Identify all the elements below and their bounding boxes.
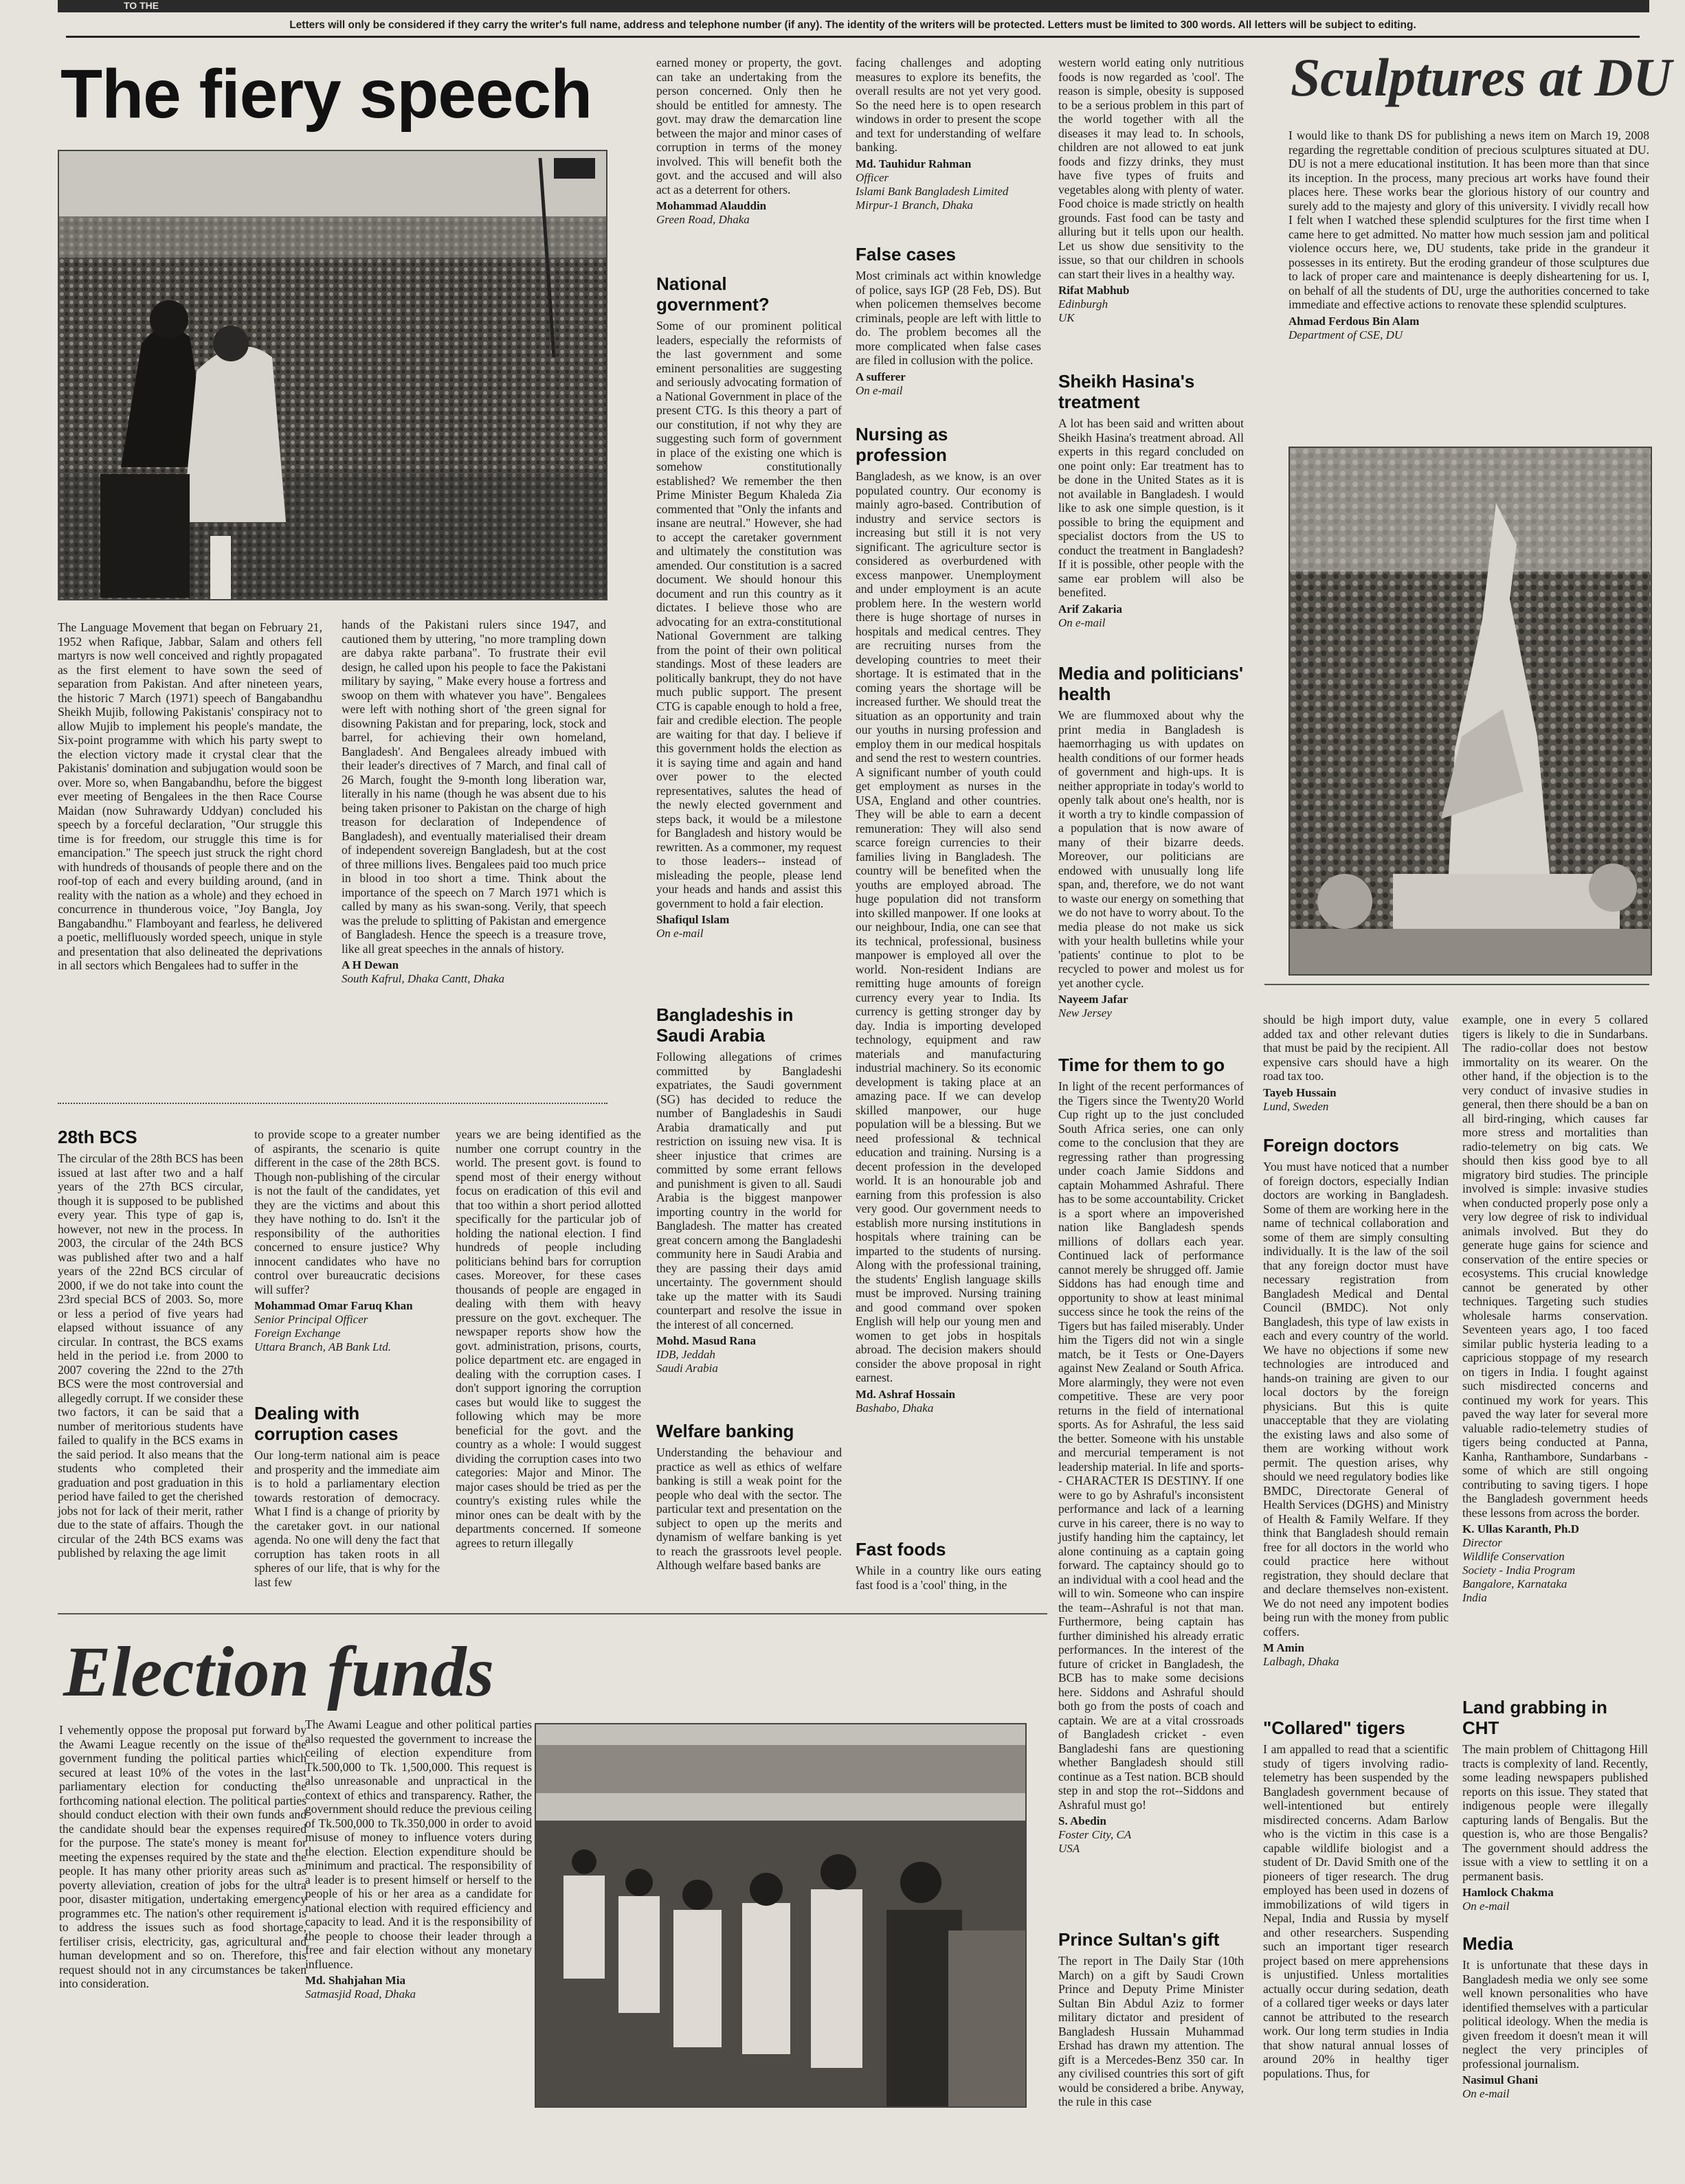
corruption-headline: Dealing with corruption cases	[254, 1403, 399, 1444]
tigers-time-location-1: Foster City, CA	[1058, 1828, 1132, 1841]
bcs-headline: 28th BCS	[58, 1127, 137, 1147]
cht-article	[1462, 1697, 1648, 1913]
sultan-headline: Prince Sultan's gift	[1058, 1929, 1220, 1950]
bcs-location-3: Uttara Branch, AB Bank Ltd.	[254, 1340, 391, 1353]
fiery-col2	[342, 618, 606, 986]
welfare-article-col1	[656, 1421, 842, 1573]
election-signature: Md. Shahjahan Mia	[305, 1974, 405, 1987]
bcs-col2-text: to provide scope to a greater number of aspirants, the scenario is quite different in the case of the 28th BCS. Though non-publishing of the circular is not the fault of the candidates, yet they are the victims and about this they have nothing to do. Isn't it the responsibility of the authorities concerned to ensure justice? Why innocent candidates who have no control over bureaucratic decisions will suffer?	[254, 1127, 440, 1296]
letters-notice: Letters will only be considered if they carry the writer's full name, address and telephone number (if any). The identity of the writers will be protected. Letters must be limited to 300 words. All letters will be subject to editing.	[66, 15, 1640, 38]
fastfood-signature: Rifat Mabhub	[1058, 284, 1130, 297]
welfare-location-2: Islami Bank Bangladesh Limited	[856, 184, 1009, 198]
corruption-col1-text: Our long-term national aim is peace and prosperity and the immediate aim is to hold a parliamentary election towards restoration of democracy. What I find is a change of priority by the caretaker govt. in our national agenda. No one will deny the fact that corruption has taken roots in all spheres of our life, that is why for the last few	[254, 1448, 440, 1589]
sultan-article-col2	[1263, 1013, 1449, 1114]
saudi-location-1: IDB, Jeddah	[656, 1348, 715, 1361]
saudi-location-2: Saudi Arabia	[656, 1362, 718, 1375]
bcs-signature: Mohammad Omar Faruq Khan	[254, 1299, 413, 1312]
masthead-fragment: TO THE	[124, 0, 159, 11]
du-text: I would like to thank DS for publishing a news item on March 19, 2008 regarding the regrettable condition of precious sculptures situated at DU. DU is not a mere educational institution. It has been more than that since its inception. In the process, many precious art works have found their places here. These works bear the glorious history of our country and surely add to the majesty and glory of this university. I vividly recall how I felt when I watched these splendid sculptures for the first time when I came here to get admitted. No matter how much session jam and political violence occurs here, we, DU students, take pride in the grandeur it possesses in its entirety. But the eroding grandeur of those sculptures due to lack of proper care and maintenance is deeply disheartening for us. I, on behalf of all the students of DU, urge the authorities concerned to take immediate and effective actions to renovate these splendid sculptures.	[1288, 128, 1649, 311]
collared-location-1: Director	[1462, 1536, 1502, 1549]
media-text: It is unfortunate that these days in Bangladesh media we only see some well known personalities who have identified themselves with a particular political ideology. When the media is given freedom it doesn't mean it will neglect the very principles of professional journalism.	[1462, 1958, 1648, 2071]
collared-text: I am appalled to read that a scientific study of tigers involving radio-telemetry has been suspended by the Bangladesh government because of well-intentioned but entirely misdirected concerns. Adam Barlow who is the victim in this case is a capable wildlife biologist and a student of Dr. David Smith one of the pioneers of tiger research. The drug employed has been used in dozens of immobilizations of wild tigers in Nepal, India and Russia by myself and other researchers. Suspending such an important tiger research project based on mere apprehensions is unjustified. Unless mortalities actually occur during sedation, death of a collared tiger weeks or days later cannot be attributed to the research work. Our long term studies in India that show natural annual losses of around 20% in healthy tiger populations. Thus, for	[1263, 1742, 1449, 2080]
fiery-headline: The fiery speech	[60, 56, 592, 133]
collared-article-col1	[1263, 1718, 1449, 2080]
mediapol-signature: Nayeem Jafar	[1058, 993, 1128, 1006]
media-signature: Nasimul Ghani	[1462, 2073, 1539, 2086]
mediapol-text: We are flummoxed about why the print media in Bangladesh is haemorrhaging us with updates on health conditions of our former heads of government and high-ups. It is neither appropriate in today's world to openly talk about one's health, nor is it worth a try to kindle compassion of a population that is now aware of many of their bizarre deeds. Moreover, our politicians are endowed with unusually long life span, and, therefore, we do not want to waste our energy on something that we do not have to worry about. To the media please do not make us sick with your health bulletins while your 'patients' continue to plot to be recycled to power and molest us for yet another cycle.	[1058, 708, 1244, 990]
hasina-headline: Sheikh Hasina's treatment	[1058, 371, 1195, 412]
welfare-location-3: Mirpur-1 Branch, Dhaka	[856, 198, 974, 212]
saudi-article	[656, 1004, 842, 1375]
election-location: Satmasjid Road, Dhaka	[305, 1988, 416, 2001]
divider-solid-right	[1264, 984, 1649, 985]
masthead-bar	[58, 0, 1649, 12]
corruption-article-col1	[254, 1403, 440, 1589]
media-article	[1462, 1933, 1648, 2101]
collared-location-5: India	[1462, 1591, 1487, 1604]
mediapol-article	[1058, 663, 1244, 1020]
election-col2-text: The Awami League and other political parties also requested the government to increase the ceiling of election expenditure from Tk.500,000 to Tk. 1,500,000. This request is also unreasonable and unpractical in the context of ethics and transparency. Rather, the government should reduce the previous ceiling of Tk.500,000 to Tk.350,000 in order to avoid misuse of money to influence voters during the election. Election expenditure should be minimum and practical. The responsibility of a leader is to present himself or herself to the people of his or her area as a candidate for national election with required efficiency and capacity to lead. And it is the responsibility of the people to choose their leader through a free and fair election without any monetary influence.	[305, 1718, 532, 1971]
fastfood-article-col2	[1058, 56, 1244, 325]
saudi-signature: Mohd. Masud Rana	[656, 1334, 757, 1347]
fiery-col2-text: hands of the Pakistani rulers since 1947, and cautioned them by uttering, "no more trampling down are dabya rakte parbana". To frustrate their evil design, he called upon his people to face the Pakistani military by saying, " Make every house a fortress and swoop on them with whatever you have". Bengalees were left with nothing short of 'the green signal for disowning Pakistan and for preparing, lock, stock and barrel, for achieving their own homeland, Bangladesh'. And Bengalees already imbued with their leader's directives of 7 March, and final call of 26 March, fought the 9-month long liberation war, literally in his name (though he was absent due to his being taken prisoner to Pakistan on the charge of high treason for declaration of Independence of Bangladesh), and eventually materialised their dream of independent sovereign Bangladesh, but at the cost of three millions lives. Bengalees paid too much price in blood in too short a time. Think about the importance of the speech on 7 March 1971 which is called by many as his swan-song. Verily, that speech was the prelude to splitting of Pakistan and emergence of Bangladesh. Hence the speech is a treasure trove, like all great speeches in the annals of history.	[342, 618, 606, 956]
nursing-article	[856, 424, 1041, 1415]
cht-location: On e-mail	[1462, 1900, 1510, 1913]
corruption-col2: years we are being identified as the number one corrupt country in the world. The present govt. is found to spend most of their energy without focus on eradication of this evil and that too within a short period allotted specifically for the particular job of holding the national election. I find hundreds of people including politicians behind bars for corruption cases. Moreover, for these cases thousands of people are engaged in dealing with them with heavy pressure on the govt. exchequer. The newspaper reports show how the govt. administration, prisons, courts, police department etc. are engaged in dealing with the corruption cases. I don't support ignoring the corruption cases but would like to suggest the following which may be more beneficial for the govt. and the country as a whole: I would suggest dividing the corruption cases into two categories: Major and Minor. The major cases should be tried as per the country's existing rules while the minor ones can be dealt with by the departments concerned. If someone agrees to return illegally	[456, 1127, 641, 1550]
welfare-signature: Md. Tauhidur Rahman	[856, 157, 972, 170]
mediapol-location: New Jersey	[1058, 1006, 1112, 1020]
du-headline: Sculptures at DU	[1291, 47, 1672, 107]
natgov-headline: National government?	[656, 273, 770, 315]
foreign-doctors-article	[1263, 1135, 1449, 1669]
voters-queue-photo-art	[536, 1724, 1025, 2106]
bcs-article-col1	[58, 1127, 243, 1560]
tigers-time-headline: Time for them to go	[1058, 1055, 1225, 1075]
welfare-text2: facing challenges and adopting measures to explore its benefits, the overall results are not yet very good. So the need here is to open research windows in order to present the scope and text for understanding of welfare banking.	[856, 56, 1041, 154]
divider-dotted-1	[58, 1103, 607, 1104]
tigers-time-article	[1058, 1055, 1244, 1856]
collared-location-2: Wildlife Conservation	[1462, 1550, 1565, 1563]
nursing-location: Bashabo, Dhaka	[856, 1401, 934, 1415]
fastfood-article-col1	[856, 1539, 1041, 1592]
election-headline: Election funds	[63, 1632, 494, 1711]
bcs-location-2: Foreign Exchange	[254, 1327, 341, 1340]
fastfood-headline: Fast foods	[856, 1539, 946, 1560]
saudi-text: Following allegations of crimes committed by Bangladeshi expatriates, the Saudi government (SG) has decided to reduce the number of Bangladeshis in Saudi Arabia dramatically and put restriction on issuing new visa. It is sheer injustice that crimes are committed by some errant fellows and punishment is given to all. Saudi Arabia is the biggest manpower importing country in the world for Bangladesh. The matter has created great concern among the Bangladeshi community here in Saudi Arabia and they are passing their days amid uncertainty. The government should take up the matter with its Saudi counterpart and resolve the issue in the interest of all concerned.	[656, 1050, 842, 1331]
corruption-col3-text: earned money or property, the govt. can take an undertaking from the person concerned. Only then he should be entitled for amnesty. The govt. may draw the demarcation line between the major and minor cases of corruption in terms of the money involved. This will benefit both the govt. and the accused and will also act as a deterrent for others.	[656, 56, 842, 196]
natgov-article	[656, 273, 842, 941]
falsecases-article	[856, 244, 1041, 398]
natgov-signature: Shafiqul Islam	[656, 913, 730, 926]
rally-photo-art	[59, 151, 606, 599]
foreign-doctors-text: You must have noticed that a number of foreign doctors, especially Indian doctors are working in Bangladesh. Some of them are working here in the name of technical collaboration and some of them are simply consulting individually. It is the law of the soil that any foreign doctor must have necessary registration from Bangladesh Medical and Dental Council (BMDC). Not only Bangladesh, this type of law exists in each and every country of the world. We have no objections if some new technologies are introduced and hands-on training are given to our local doctors by the foreign physicians. But this is quite unacceptable that they are violating the existing laws and also some of them are working without work permit. The question arises, why should we need regulatory bodies like BMDC, Directorate General of Health Services (DGHS) and Ministry of Health & Family Welfare. If they think that Bangladesh should remain free for all doctors in the world who could practice here without registration, they should declare that and declare themselves non-existent. We do not need any impotent bodies being run with the money from public coffers.	[1263, 1160, 1449, 1639]
mediapol-headline: Media and politicians' health	[1058, 663, 1244, 704]
collared-text2: example, one in every 5 collared tigers is likely to die in Sundarbans. The radio-collar does not bestow immortality on its wearer. On the other hand, if the objection is to the very conduct of invasive studies in general, then there should be a ban on all bird-ringing, which causes far more stress and mortalities than radio-telemetry on big cats. We should then kiss good bye to all migratory bird studies. The principle involved is simple: invasive studies when conducted properly pose only a very low degree of risk to individual animals involved. But they do generate huge gains for science and conservation of the entire species or ecosystems. This crucial knowledge cannot be generated by other techniques. Targeting such studies wholesale harms conservation. Seventeen years ago, I too faced similar public hysteria leading to a capricious stoppage of my research on tigers in India. I fought against such misdirected concerns and continued my work for years. This paved the way later for several more valuable radio-telemetry studies of tigers being conducted at Panna, Kanha, Ranthambore, Sundarbans - some of which are still ongoing contributing to saving tigers. I hope the Bangladesh government heeds these lessons from across the border.	[1462, 1013, 1648, 1520]
sultan-article-col1	[1058, 1929, 1244, 2109]
falsecases-text: Most criminals act within knowledge of police, says IGP (28 Feb, DS). But when policemen themselves become criminals, people are left with little to do. The problem becomes all the more complicated when false cases are filed in collusion with the police.	[856, 269, 1041, 367]
collared-location-4: Bangalore, Karnataka	[1462, 1577, 1567, 1590]
hasina-text: A lot has been said and written about Sheikh Hasina's treatment abroad. All experts in this regard concluded on one point only: Ear treatment has to be done in the United States as it is not available in Bangladesh. I would like to ask one simple question, is it possible to bring the equipment and specialist doctors from the US to conduct the treatment in Bangladesh? If it is possible, other people with the same ear problem will also be benefited.	[1058, 416, 1244, 599]
fastfood-text: While in a country like ours eating fast food is a 'cool' thing, in the	[856, 1564, 1041, 1592]
fiery-col1: The Language Movement that began on February 21, 1952 when Rafique, Jabbar, Salam and others fell martyrs is now well conceived and rightly propagated as the first element to have sown the seed of separation from Pakistan. And after nineteen years, the historic 7 March (1971) speech of Bangabandhu Sheikh Mujib, following Pakistanis' conspiracy not to allow Mujib to implement his people's mandate, the Six-point programme with which his party swept to the election victory made it crystal clear that the Pakistanis' domination and subjugation would soon be over. More so, when Bangabandhu, before the biggest ever meeting of Bengalees in the then Race Course Maidan (now Suhrawardy Uddyan) concluded his speech by a forceful declaration, "Our struggle this time is for freedom, our struggle this time is for emancipation." The speech just struck the right chord with hundreds of thousands of people there and on the roof-top of each and every building around, (and in reality with the nation as a whole) and they echoed in concurrence in thunderous voice, "Joy Bangla, Joy Bangabandhu." Flamboyant and fearless, he delivered a poetic, mellifluously worded speech, unique in style and presentation that also delineated the deprivations in all sectors which Bengalees had to suffer in the	[58, 620, 322, 972]
collared-signature: K. Ullas Karanth, Ph.D	[1462, 1522, 1580, 1535]
bcs-article-col2	[254, 1127, 440, 1354]
election-article-col2	[305, 1718, 532, 2001]
cht-headline: Land grabbing in CHT	[1462, 1697, 1607, 1738]
welfare-location-1: Officer	[856, 170, 889, 184]
du-location: Department of CSE, DU	[1288, 328, 1403, 341]
fiery-location: South Kafrul, Dhaka Cantt, Dhaka	[342, 972, 505, 985]
saudi-headline: Bangladeshis in Saudi Arabia	[656, 1004, 794, 1046]
tigers-time-location-2: USA	[1058, 1842, 1080, 1855]
sculpture-photo-art	[1290, 448, 1651, 974]
corruption-location: Green Road, Dhaka	[656, 213, 750, 226]
rally-photo	[58, 150, 607, 600]
nursing-text: Bangladesh, as we know, is an over populated country. Our economy is mainly agro-based. Contribution of industry and service sectors is increasing but still it is not very significant. The agriculture sector is considered as overburdened with excess manpower. Unemployment and under employment is an acute problem here. In the western world there is huge shortage of nurses in hospitals and medical centres. They are recruiting nurses from the developing countries to meet their shortage. It is estimated that in the coming years the shortage will be increased further. We should treat the situation as an opportunity and train our youths in nursing profession and employ them in our medical hospitals and send the rest to western countries. A significant number of youth could get employment as nurses in the USA, England and other countries. They will be able to earn a decent remuneration: They will also send scarce foreign currencies to their families living in Bangladesh. The country will be benefited when the youths are employed abroad. The huge population did not transform into skilled manpower. If one looks at our neighbour, India, one can see that its technical, professional, business manpower is employed all over the world. Non-resident Indians are remitting huge amounts of foreign currency every year to India. Its currency is getting stronger day by day. India is importing developed technology, equipment and raw materials and manufacturing industrial machinery. So its economic development is taking place at an amazing pace. If we can develop skilled manpower, our huge population will be a blessing. But we need professional & technical education and training. Nursing is a decent profession in the developed world. It is an honourable job and earning from this profession is also very good. Our government needs to establish more nursing institutions in hospitals where training can be imparted to the students of nursing. Along with the professional training, the students' English language skills must be improved. Nursing training and good command over spoken English will help our young men and women to get jobs in hospitals abroad. The decision makers should consider the above proposal in right earnest.	[856, 469, 1041, 1384]
sultan-signature: Tayeb Hussain	[1263, 1085, 1337, 1099]
nursing-headline: Nursing as profession	[856, 424, 948, 465]
hasina-location: On e-mail	[1058, 616, 1106, 629]
cht-signature: Hamlock Chakma	[1462, 1886, 1554, 1899]
falsecases-headline: False cases	[856, 244, 957, 264]
natgov-location: On e-mail	[656, 927, 704, 940]
cht-text: The main problem of Chittagong Hill tracts is complexity of land. Recently, some leading newspapers published reports on this issue. They stated that indigenous people were illegally capturing lands of Bengalis. But the question is, who are those Bengalis? The government should address the issue with a view to settling it on a permanent basis.	[1462, 1742, 1648, 1883]
fiery-signature: A H Dewan	[342, 958, 399, 971]
welfare-headline: Welfare banking	[656, 1421, 794, 1441]
bcs-location-1: Senior Principal Officer	[254, 1313, 368, 1326]
tigers-time-signature: S. Abedin	[1058, 1814, 1106, 1827]
bcs-col1-text: The circular of the 28th BCS has been issued at last after two and a half years of the 27th BCS circular, though it is supposed to be published every year. This type of gap is, however, not new in the process. In 2003, the circular of the 24th BCS was published after two and a half years of the 22nd BCS circular of 2000, if we do not take into count the 23rd special BCS of 2003. So, more or less a period of five years had elapsed without issuance of any circular. In contrast, the BCS exams held in the period i.e. from 2000 to 2007 covering the 22nd to the 27th BCS were the most controversial and allegedly corrupt. If we consider these two factors, it can be said that a number of meritorious students have failed to qualify in the BCS exams in the said period. It also means that the students who completed their graduation and post graduation in this period have failed to get the cherished jobs not for lack of their merit, rather due to the state of affairs. Though the circular of the 24th BCS exams was published by relaxing the age limit	[58, 1151, 243, 1560]
corruption-signature: Mohammad Alauddin	[656, 199, 767, 212]
foreign-doctors-signature: M Amin	[1263, 1641, 1304, 1654]
collared-headline: "Collared" tigers	[1263, 1718, 1405, 1738]
corruption-article-col3	[656, 56, 842, 227]
hasina-article	[1058, 371, 1244, 630]
tigers-time-text: In light of the recent performances of the Tigers since the Twenty20 World Cup right up to the just concluded South Africa series, one can only come to the conclusion that they are regressing rather than progressing under coach Jamie Siddons and captain Mohammed Ashraful. There has to be some accountability. Cricket is a sport where an impoverished nation like Bangladesh spends millions of dollars each year. Continued lack of performance cannot merely be shrugged off. Jamie Siddons has had enough time and opportunity to show at least minimal success since he took the reins of the Tigers but has failed miserably. Under him the Tigers did not win a single match, be it Tests or One-Dayers against New Zealand or South Africa. More alarmingly, they were not even competitive. These are very poor returns in the field of international sports. As for Ashraful, the less said the better. Someone with his unstable and mercurial temperament is not leadership material. In life and sports-- CHARACTER IS DESTINY. If one were to go by Ashraful's inconsistent performance and lack of a learning curve in his career, there is no way to justify handing him the captaincy, let alone continuing as a captain going forward. The captaincy should go to an individual with a cool head and the will to win. Someone who can inspire the team--Ashraful is not that man. Furthermore, being captain has further diminished his already erratic performances. In the interest of the future of cricket in Bangladesh, the BCB has to make some decisions here. Siddons and Ashraful should both go from the posts of coach and captain. We are at a vital crossroads of Bangladesh cricket - even Bangladeshi fans are questioning whether Bangladesh should still continue as a Test nation. BCB should step in and stop the rot--Siddons and Ashraful must go!	[1058, 1079, 1244, 1812]
nursing-signature: Md. Ashraf Hossain	[856, 1387, 955, 1401]
hasina-signature: Arif Zakaria	[1058, 602, 1123, 616]
sculpture-photo	[1288, 447, 1652, 976]
foreign-doctors-headline: Foreign doctors	[1263, 1135, 1399, 1156]
sultan-location: Lund, Sweden	[1263, 1099, 1329, 1113]
fastfood-location-2: UK	[1058, 311, 1075, 324]
divider-solid-bottom	[58, 1613, 1047, 1614]
sultan-text2: should be high import duty, value added tax and other relevant duties that must be paid by the recipient. All expensive cars should have a high road tax too.	[1263, 1013, 1449, 1083]
du-signature: Ahmad Ferdous Bin Alam	[1288, 314, 1420, 328]
election-col1: I vehemently oppose the proposal put forward by the Awami League recently on the issue of the government funding the political parties which secured at least 10% of the votes in the last parliamentary election for conducting the forthcoming national election. The political parties should conduct election with their own funds and the candidate should bear the expenses required for the purpose. The state's money is meant for meeting the expenses required by the state and the people. It has many other priority areas such as poverty alleviation, creation of jobs for the ultra poor, disaster mitigation, undertaking emergency programmes etc. The nation's other requirement is to address the issues such as food shortage, fertiliser crisis, electricity, gas, agricultural and human development and so on. Therefore, this request should not in any circumstances be taken into consideration.	[59, 1723, 306, 1990]
falsecases-location: On e-mail	[856, 383, 903, 397]
welfare-text: Understanding the behaviour and practice as well as ethics of welfare banking is still a weak point for the people who deal with the sector. The particular text and presentation on the subject to open up the merits and dynamism of welfare banking is yet to reach the grassroots level people. Although welfare based banks are	[656, 1445, 842, 1572]
sultan-text: The report in The Daily Star (10th March) on a gift by Saudi Crown Prince and Deputy Prime Minister Sultan Bin Abdul Aziz to former military dictator and president of Bangladesh Hussain Muhammad Ershad has drawn my attention. The gift is a Mercedes-Benz 350 car. In any civilised countries this sort of gift would be considered a bribe. Anyway, the rule in this case	[1058, 1954, 1244, 2108]
fastfood-text2: western world eating only nutritious foods is now regarded as 'cool'. The reason is simple, obesity is supposed to be a serious problem in this part of the world together with all the diseases it may lead to. In schools, children are not allowed to eat junk foods and fizzy drinks, they must have five types of fruits and vegetables along with plenty of water. Food choice is made strictly on health grounds. Fast food can be tasty and alluring but it tells upon our health. Let us show due sensitivity to the issue, so that our children in schools can start their lives in a healthy way.	[1058, 56, 1244, 281]
du-article	[1288, 128, 1649, 342]
voters-queue-photo	[535, 1723, 1027, 2108]
collared-article-col2	[1462, 1013, 1648, 1605]
welfare-article-col2	[856, 56, 1041, 212]
fastfood-location-1: Edinburgh	[1058, 297, 1108, 311]
collared-location-3: Society - India Program	[1462, 1564, 1576, 1577]
foreign-doctors-location: Lalbagh, Dhaka	[1263, 1655, 1339, 1668]
media-location: On e-mail	[1462, 2087, 1510, 2100]
falsecases-signature: A sufferer	[856, 370, 906, 383]
media-headline: Media	[1462, 1933, 1513, 1954]
natgov-text: Some of our prominent political leaders, especially the reformists of the last government and some eminent personalities are suggesting and seriously advocating formation of a National Government in place of the present CTG. Is this theory a part of our constitution, if not why they are suggesting such form of government in place of the existing one which is somehow constitutionally established? We remember the then Prime Minister Begum Khaleda Zia commented that "Only the infants and insane are neutral." However, she had to accept the caretaker government and ultimately the constitution was amended. Our constitution is a sacred document. We should honour this document and run this country as it dictates. I believe those who are advocating for an extra-constitutional National Government are talking from the point of their own political standings. Most of these leaders are politically bankrupt, they do not have much public support. The present CTG is capable enough to hold a free, fair and credible election. The people are waiting for that day. I believe if this government holds the election as it is saying time and again and hand over power to the elected representatives, salutes the head of the newly elected government and steps back, it would be a milestone for Bangladesh and history would be rewritten. As a commoner, my request to those leaders-- instead of misleading the people, please lend your heads and hands and assist this government to hold a fair election.	[656, 319, 842, 910]
